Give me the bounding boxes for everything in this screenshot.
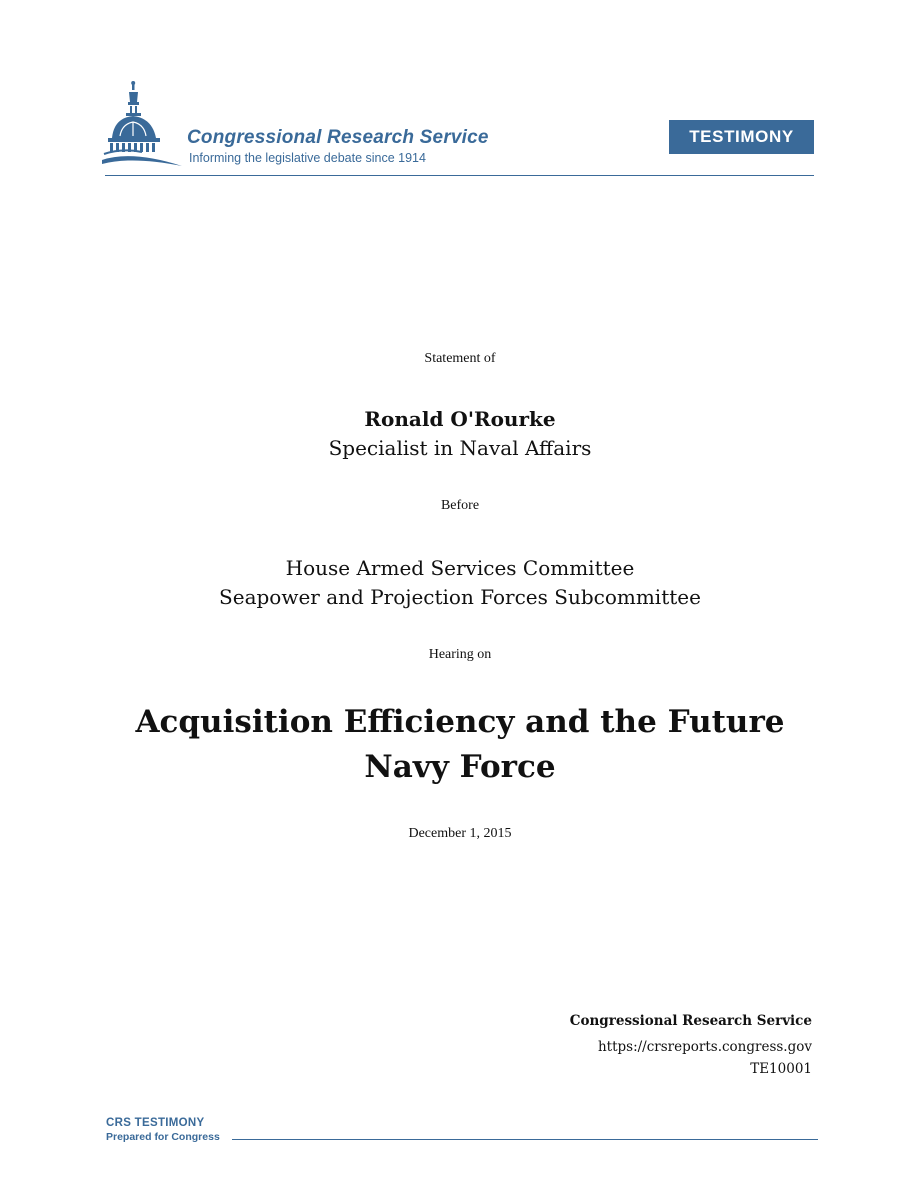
crs-org-name: Congressional Research Service (569, 1013, 812, 1029)
footer-divider (232, 1139, 818, 1140)
before-label: Before (440, 498, 480, 513)
committee-name: House Armed Services Committee (285, 556, 635, 580)
subcommittee-name: Seapower and Projection Forces Subcommittee (219, 585, 701, 609)
capitol-dome-icon (102, 80, 184, 170)
report-number: TE10001 (750, 1061, 812, 1077)
footer-subtitle: Prepared for Congress (106, 1131, 220, 1143)
footer-title: CRS TESTIMONY (106, 1117, 205, 1129)
witness-name: Ronald O'Rourke (364, 407, 556, 431)
statement-of-label: Statement of (424, 351, 496, 366)
org-name: Congressional Research Service (187, 127, 489, 148)
page-header (0, 0, 920, 180)
hearing-date: December 1, 2015 (408, 826, 512, 841)
hearing-on-label: Hearing on (428, 647, 492, 662)
witness-title: Specialist in Naval Affairs (328, 436, 592, 460)
doc-type-badge: TESTIMONY (669, 120, 814, 154)
org-tagline: Informing the legislative debate since 1914 (189, 151, 426, 165)
hearing-title: Acquisition Efficiency and the Future Navy Force (135, 704, 785, 785)
crs-url-link[interactable]: https://crsreports.congress.gov (597, 1039, 812, 1055)
header-divider (105, 175, 814, 176)
